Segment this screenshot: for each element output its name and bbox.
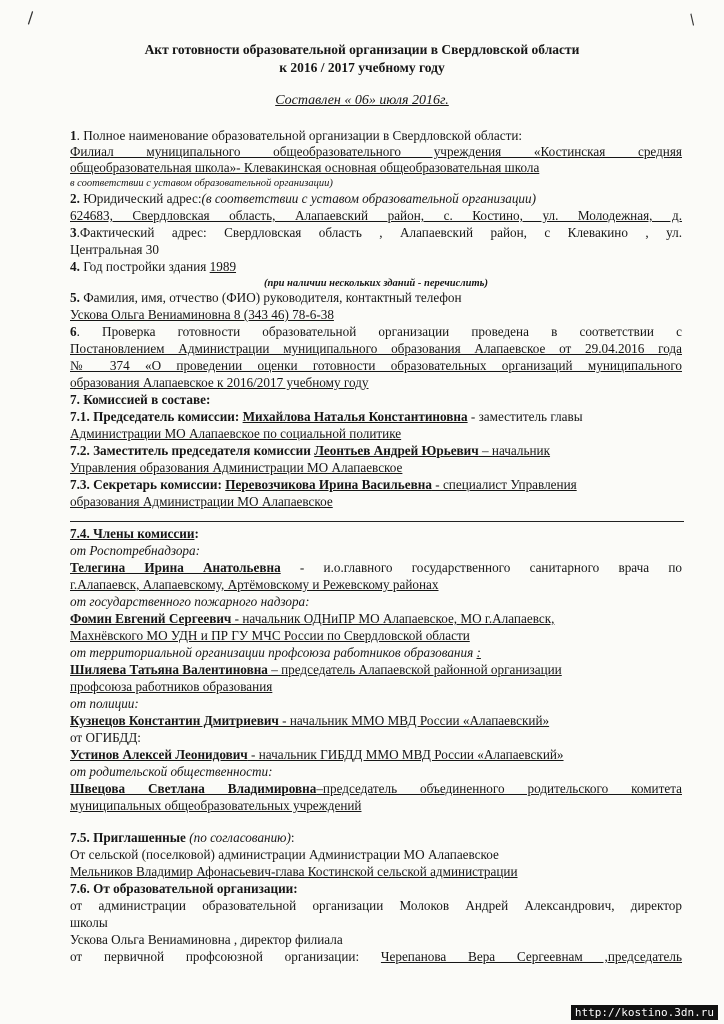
members-heading: 7.4. Члены комиссии: [70, 526, 199, 541]
member-3-line2: профсоюза работников образования [70, 679, 273, 694]
corner-mark: / [686, 11, 699, 29]
member-org-rospotrebnadzor: от Роспотребнадзора: [70, 543, 201, 558]
member-2-line2: Махнёвского МО УДН и ПР ГУ МЧС России по Свердловской области [70, 628, 470, 643]
member-5-line1: Устинов Алексей Леонидович - начальник ГИБДД ММО МВД России «Алапаевский» [70, 747, 564, 762]
invited-line2: Мельников Владимир Афонасьевич-глава Костинской сельской администрации [70, 864, 518, 879]
member-org-parents: от родительской общественности: [70, 764, 273, 779]
commission-heading: 7. Комиссией в составе: [70, 392, 211, 407]
head-label: 5. Фамилия, имя, отчество (ФИО) руководителя, контактный телефон [70, 290, 462, 305]
legal-address-value: 624683, Свердловская область, Алапаевский район, с. Костино, ул. Молодежная, д. [70, 208, 682, 223]
actual-address-line1: 3.Фактический адрес: Свердловская область , Алапаевский район, с Клевакино , ул. [70, 225, 682, 240]
org-full-name-line1: Филиал муниципального общеобразовательного учреждения «Костинская средняя [70, 144, 682, 159]
section-6-line3: № 374 «О проведении оценки готовности образовательных организаций муниципального [70, 358, 682, 373]
legal-address-label: 2. Юридический адрес:(в соответствии с уставом образовательной организации) [70, 191, 536, 206]
secretary-line1: 7.3. Секретарь комиссии: Перевозчикова Ирина Васильевна - специалист Управления [70, 477, 577, 492]
org-full-name-line2: общеобразовательная школа»- Клевакинская основная общеобразовательная школа [70, 160, 540, 175]
member-4-line1: Кузнецов Константин Дмитриевич - начальник ММО МВД России «Алапаевский» [70, 713, 550, 728]
head-name-phone: Ускова Ольга Вениаминовна 8 (343 46) 78-6-38 [70, 307, 334, 322]
chair-line2: Администрации МО Алапаевское по социальной политике [70, 426, 402, 441]
school-reps-line4: от первичной профсоюзной организации: Черепанова Вера Сергеевнам ,председатель [70, 949, 682, 964]
invited-line1: От сельской (поселковой) администрации Администрации МО Алапаевское [70, 847, 499, 862]
section-6-line2: Постановлением Администрации муниципального образования Алапаевское от 29.04.2016 года [70, 341, 682, 356]
document-title: Акт готовности образовательной организации в Свердловской области [144, 42, 580, 57]
member-1-line1: Телегина Ирина Анатольевна - и.о.главного государственного санитарного врача по [70, 560, 682, 575]
invited-heading: 7.5. Приглашенные (по согласованию): [70, 830, 295, 845]
site-watermark: http://kostino.3dn.ru [571, 1005, 718, 1020]
member-org-police: от полиции: [70, 696, 139, 711]
section-divider [70, 521, 684, 522]
actual-address-line2: Центральная 30 [70, 242, 159, 257]
school-reps-line1: от администрации образовательной организации Молоков Андрей Александрович, директор [70, 898, 682, 913]
document-subtitle: к 2016 / 2017 учебному году [279, 60, 445, 75]
member-6-line2: муниципальных общеобразовательных учреждений [70, 798, 362, 813]
member-org-fire: от государственного пожарного надзора: [70, 594, 310, 609]
member-3-line1: Шиляева Татьяна Валентиновна – председатель Алапаевской районной организации [70, 662, 562, 677]
section-1-note: в соответствии с уставом образовательной организации) [70, 178, 333, 189]
section-6-line4: образования Алапаевское к 2016/2017 учебному году [70, 375, 369, 390]
member-6-line1: Швецова Светлана Владимировна–председатель объединенного родительского комитета [70, 781, 682, 796]
section-1-label: 1. Полное наименование образовательной организации в Свердловской области: [70, 128, 523, 143]
member-2-line1: Фомин Евгений Сергеевич - начальник ОДНиПР МО Алапаевское, МО г.Алапаевск, [70, 611, 555, 626]
member-org-union: от территориальной организации профсоюза работников образования : [70, 645, 481, 660]
corner-mark: \ [23, 8, 39, 27]
school-reps-heading: 7.6. От образовательной организации: [70, 881, 298, 896]
school-reps-line2: школы [70, 915, 108, 930]
build-year-note: (при наличии нескольких зданий - перечислить) [264, 278, 488, 289]
section-6-line1: 6. Проверка готовности образовательной организации проведена в соответствии с [70, 324, 682, 339]
member-org-gibdd: от ОГИБДД: [70, 730, 141, 745]
school-reps-line3: Ускова Ольга Вениаминовна , директор филиала [70, 932, 343, 947]
composed-date: Составлен « 06» июля 2016г. [275, 93, 449, 108]
member-1-line2: г.Алапаевск, Алапаевскому, Артёмовскому и Режевскому районах [70, 577, 439, 592]
deputy-line1: 7.2. Заместитель председателя комиссии Леонтьев Андрей Юрьевич – начальник [70, 443, 551, 458]
secretary-line2: образования Администрации МО Алапаевское [70, 494, 333, 509]
deputy-line2: Управления образования Администрации МО Алапаевское [70, 460, 403, 475]
build-year: 4. Год постройки здания 1989 [70, 259, 237, 274]
chair-line1: 7.1. Председатель комиссии: Михайлова Наталья Константиновна - заместитель главы [70, 409, 583, 424]
